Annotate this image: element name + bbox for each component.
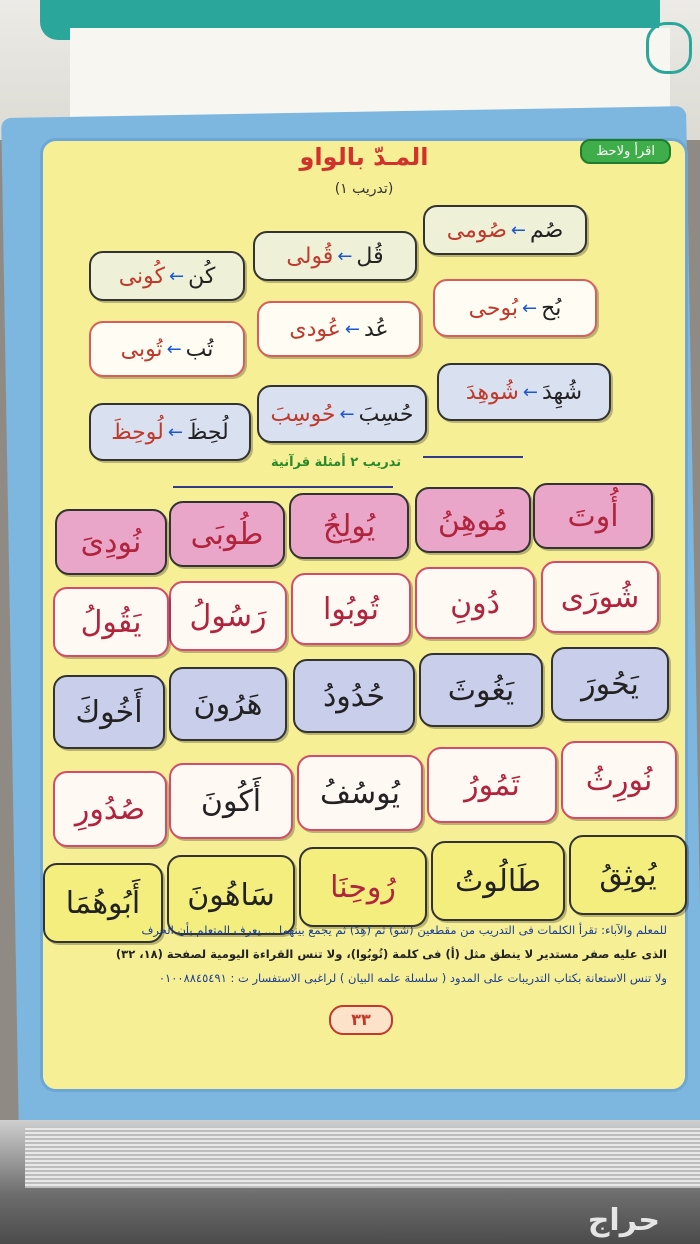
- word-card: حُدُودُ: [293, 659, 415, 733]
- pair-box: صُم ← صُومى: [423, 205, 587, 255]
- word-card: أَبُوهُمَا: [43, 863, 163, 943]
- word-card: يَغُوثَ: [419, 653, 543, 727]
- word-card: يَقُولُ: [53, 587, 169, 657]
- page-stack: [25, 1128, 700, 1188]
- word-card: مُوهِنُ: [415, 487, 531, 553]
- note-line-2: الذى عليه صفر مستدير لا ينطق مثل (أ) فى كلمة (تُوبُوا)، ولا تنس القراءة اليومية لصفحة (١٨، ٣٢): [115, 947, 667, 961]
- book-page: [40, 138, 688, 1092]
- divider: [173, 486, 393, 488]
- word-card: نُورِثُ: [561, 741, 677, 819]
- word-card: شُورَى: [541, 561, 659, 633]
- pair-box: قُل ← قُولى: [253, 231, 417, 281]
- word-card: رَسُولُ: [169, 581, 287, 651]
- pair-box: بُح ← بُوحى: [433, 279, 597, 337]
- word-card: هَرُونَ: [169, 667, 287, 741]
- word-card: يُوسُفُ: [297, 755, 423, 831]
- page-title: المـدّ بالواو: [299, 143, 429, 171]
- word-card: أَخُوكَ: [53, 675, 165, 749]
- page-number: ٣٣: [329, 1005, 393, 1035]
- pair-box: شُهِدَ ← شُوهِدَ: [437, 363, 611, 421]
- watermark-logo: حراج: [587, 1203, 660, 1238]
- note-line-3: ولا تنس الاستعانة بكتاب التدريبات على المدود ( سلسلة علمه البيان ) لراغبى الاستفسار ت : ٠١٠٠٨٨٤٥٤٩١: [158, 971, 667, 985]
- drill-2-label: تدريب ٢ أمثلة قرآنية: [271, 455, 402, 470]
- qr-icon: [646, 22, 692, 74]
- word-card: يَحُورَ: [551, 647, 669, 721]
- pair-box: كُن ← كُونى: [89, 251, 245, 301]
- word-card: طُوبَى: [169, 501, 285, 567]
- pair-box: حُسِبَ ← حُوسِبَ: [257, 385, 427, 443]
- divider: [423, 456, 523, 458]
- pair-box: لُحِظَ ← لُوحِظَ: [89, 403, 251, 461]
- word-card: أُوتَ: [533, 483, 653, 549]
- pair-box: عُد ← عُودى: [257, 301, 421, 357]
- pair-box: تُب ← تُوبى: [89, 321, 245, 377]
- word-card: يُوثِقُ: [569, 835, 687, 915]
- word-card: أَكُونَ: [169, 763, 293, 839]
- word-card: يُولِجُ: [289, 493, 409, 559]
- word-card: نُودِىَ: [55, 509, 167, 575]
- read-observe-badge: اقرأ ولاحظ: [580, 139, 671, 164]
- word-card: سَاهُونَ: [167, 855, 295, 935]
- drill-1-label: (تدريب ١): [334, 181, 394, 197]
- word-card: تَمُورُ: [427, 747, 557, 823]
- note-line-1: للمعلم والآباء: تقرأ الكلمات فى التدريب من مقطعين (شو) ثم (هِدَ) ثم يجمع بينهما ... يعرف المتعلم بأن الحرف: [141, 923, 667, 937]
- word-card: طَالُوتُ: [431, 841, 565, 921]
- word-card: تُوبُوا: [291, 573, 411, 645]
- word-card: دُونِ: [415, 567, 535, 639]
- word-card: رُوحِنَا: [299, 847, 427, 927]
- word-card: صُدُورِ: [53, 771, 167, 847]
